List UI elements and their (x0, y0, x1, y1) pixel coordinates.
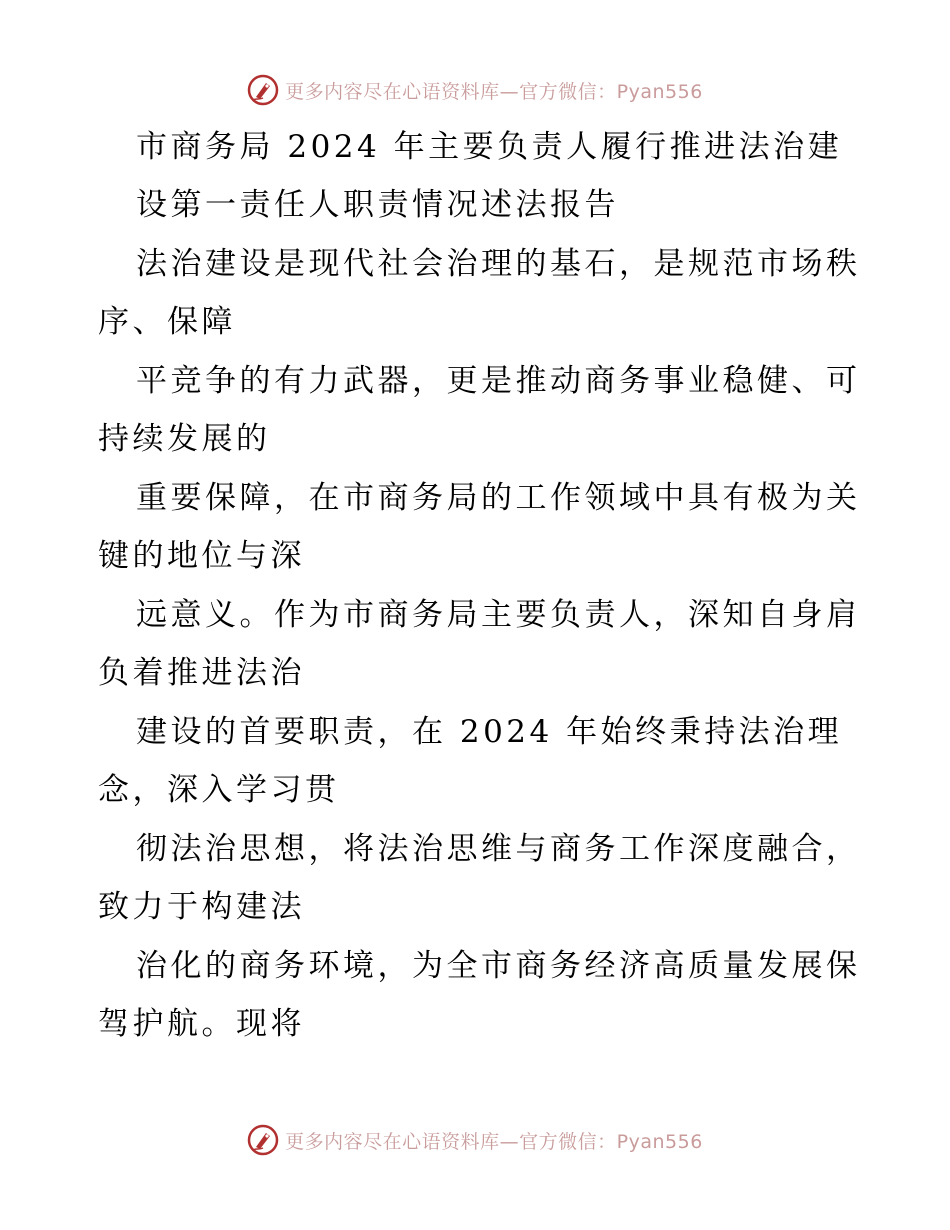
paragraph-line: 法治建设是现代社会治理的基石，是规范市场秩 (136, 246, 861, 282)
paragraph-line: 持续发展的 (98, 421, 271, 457)
pen-nib-logo-icon (247, 1124, 279, 1156)
paragraph-line: 致力于构建法 (98, 889, 305, 925)
pen-nib-logo-icon (247, 74, 279, 106)
header-watermark (0, 70, 950, 110)
paragraph-line: 建设的首要职责，在 2024 年始终秉持法治理 (136, 714, 843, 750)
paragraph-line: 序、保障 (98, 304, 236, 340)
title-line-1: 市商务局 2024 年主要负责人履行推进法治建 (136, 129, 843, 165)
paragraph-line: 念，深入学习贯 (98, 772, 340, 808)
paragraph-line: 治化的商务环境，为全市商务经济高质量发展保 (136, 948, 861, 984)
watermark-text: 更多内容尽在心语资料库—官方微信：Pyan556 (285, 80, 703, 103)
title-line-2: 设第一责任人职责情况述法报告 (136, 187, 619, 223)
paragraph-line: 负着推进法治 (98, 655, 305, 691)
paragraph-line: 彻法治思想，将法治思维与商务工作深度融合， (136, 831, 861, 867)
footer-watermark (0, 1120, 950, 1160)
paragraph-line: 平竞争的有力武器，更是推动商务事业稳健、可 (136, 363, 861, 399)
paragraph-line: 重要保障，在市商务局的工作领域中具有极为关 (136, 480, 861, 516)
paragraph-line: 键的地位与深 (98, 538, 305, 574)
watermark-text: 更多内容尽在心语资料库—官方微信：Pyan556 (285, 1130, 703, 1153)
paragraph-line: 远意义。作为市商务局主要负责人，深知自身肩 (136, 597, 861, 633)
paragraph-line: 驾护航。现将 (98, 1006, 305, 1042)
